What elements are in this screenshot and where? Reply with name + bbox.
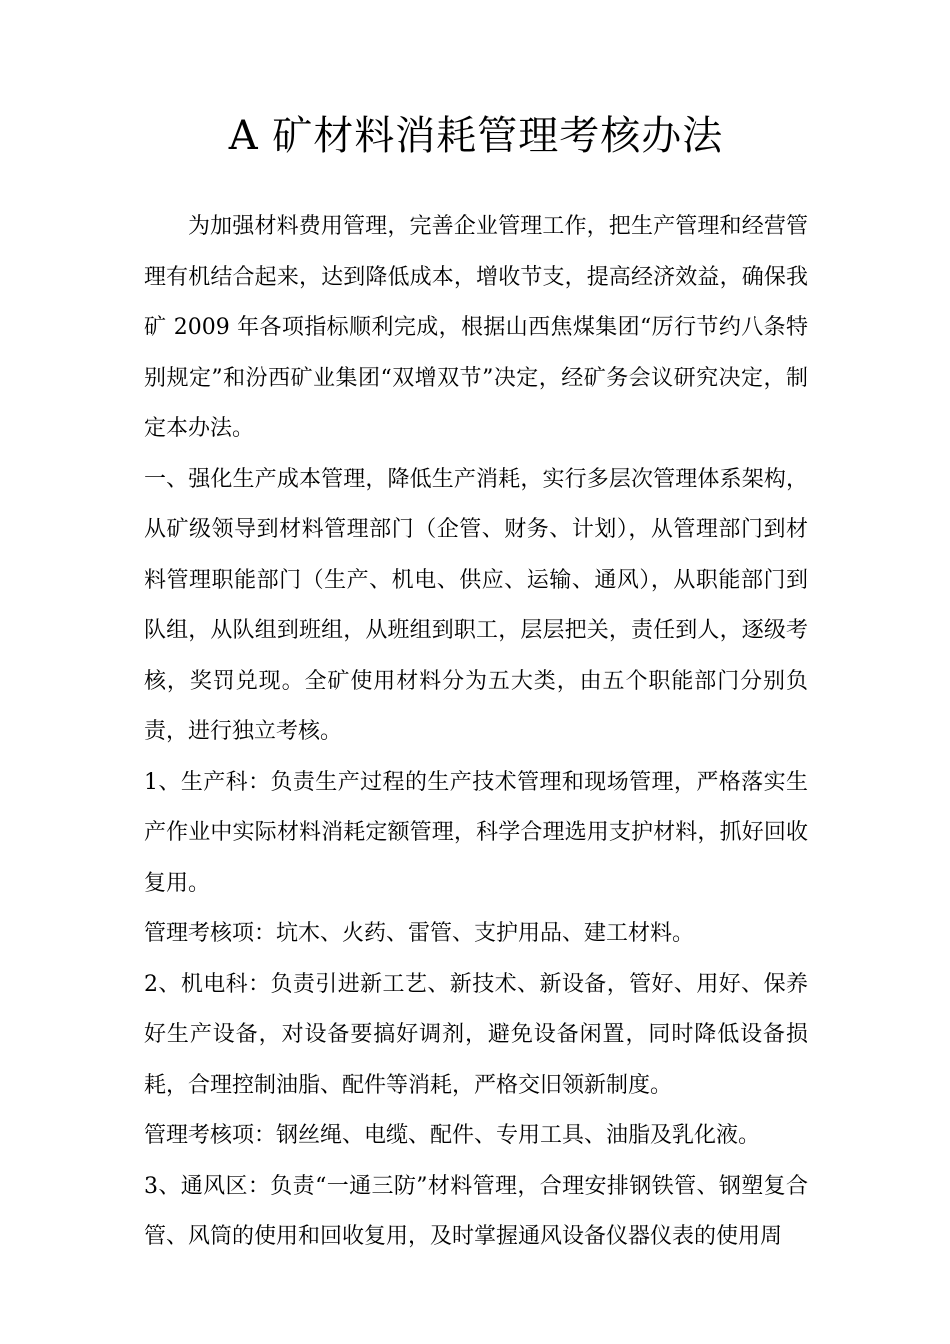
section-one-paragraph: 一、强化生产成本管理，降低生产消耗，实行多层次管理体系架构，从矿级领导到材料管理部门（企管、财务、计划），从管理部门到材料管理职能部门（生产、机电、供应、运输、通风），从职能部门到队组，从队组到班组，从班组到职工，层层把关，责任到人，逐级考核，奖罚兑现。全矿使用材料分为五大类，由五个职能部门分别负责，进行独立考核。 (144, 466, 808, 744)
ventilation-dept-paragraph: 3、通风区：负责“一通三防”材料管理，合理安排钢铁管、钢塑复合管、风筒的使用和回收复用，及时掌握通风设备仪器仪表的使用周 (144, 1173, 808, 1249)
production-dept-paragraph: 1、生产科：负责生产过程的生产技术管理和现场管理，严格落实生产作业中实际材料消耗定额管理，科学合理选用支护材料，抓好回收复用。 (144, 769, 808, 896)
production-assessment-items: 管理考核项：坑木、火药、雷管、支护用品、建工材料。 (144, 921, 695, 946)
document-title: A 矿材料消耗管理考核办法 (228, 113, 724, 159)
electromech-assessment-items: 管理考核项：钢丝绳、电缆、配件、专用工具、油脂及乳化液。 (144, 1123, 761, 1148)
intro-paragraph: 为加强材料费用管理，完善企业管理工作，把生产管理和经营管理有机结合起来，达到降低成本，增收节支，提高经济效益，确保我矿 2009 年各项指标顺利完成，根据山西焦煤集团“厉行节约八条特别规定”和汾西矿业集团“双增双节”决定，经矿务会议研究决定，制定本办法。 (144, 214, 808, 441)
electromech-dept-paragraph: 2、机电科：负责引进新工艺、新技术、新设备，管好、用好、保养好生产设备，对设备要搞好调剂，避免设备闲置，同时降低设备损耗，合理控制油脂、配件等消耗，严格交旧领新制度。 (144, 971, 808, 1098)
